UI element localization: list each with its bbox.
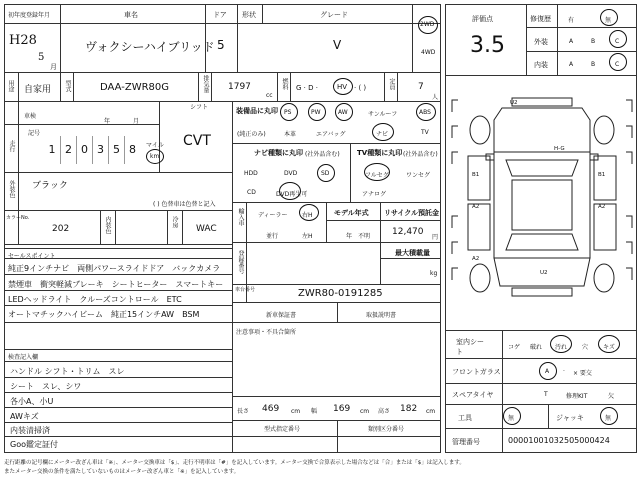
odometer-digit: 3 [92,136,108,164]
seat-dirt: 汚れ [555,344,568,351]
warranty-label: 新車保証書 [266,312,297,319]
tag-right-a2: A2 [598,204,606,210]
reg-number-label: 登録番号 [237,250,244,274]
glass-x: × 要交 [573,370,592,377]
notes-label: 注意事項・不具合箇所 [236,329,297,336]
capacity-unit: 人 [432,94,439,101]
footer-line-1: 走行距離の記号欄にメーター改ざん車は「※」、メーター交換車は「$」、走行不明車は「#」を記入しています。メーター交換で合算表示した場合などは「合」または「$」は記入します。 [4,460,465,466]
width-cm: cm [360,408,370,415]
doors-label: ドア [213,11,227,19]
car-name-value: ヴォクシーハイブリッド [85,40,215,54]
inspector-line-6: Goo鑑定証付 [10,440,58,449]
score-label: 評価点 [472,15,493,23]
use-value: 自家用 [24,85,52,95]
int-c: C [615,61,620,68]
seat-tear: 破れ [530,344,543,351]
interior-grade-label: 内装 [534,61,548,69]
length-label: 長さ [237,408,250,415]
seat-burn: コゲ [508,344,521,351]
tv-analog: アナログ [362,191,387,198]
equip-ps: PS [284,109,292,116]
grade-label: グレード [320,11,348,19]
exterior-grade-label: 外装 [534,38,548,46]
equip-aw: AW [338,109,348,116]
navi-cd: CD [247,189,256,196]
ext-a: A [569,38,574,45]
month-value: 5 [38,52,45,63]
color-note: ( ) 色替車は色替と記入 [153,201,216,208]
tv-fullseg: フルセグ [365,172,389,179]
inspector-title: 検査記入欄 [8,354,39,361]
drive-4wd: 4WD [421,49,436,56]
navi-dvd: DVD [284,170,298,177]
height-cm: cm [426,408,436,415]
chassis-label: 車台番号 [235,287,256,293]
recycle-yen: 円 [432,234,439,241]
fuel-rest: · ( ) [354,84,367,92]
cc-unit: cc [266,92,273,99]
manual-label: 取扱説明書 [366,312,397,319]
sales-line-3: LEDヘッドライト クルーズコントロール ETC [8,295,182,304]
navi-hdd: HDD [244,170,258,177]
tv-note: (社外品含む) [403,151,438,158]
import-parallel: 並行 [266,233,279,240]
shift-label: シフト [190,104,209,111]
tag-rear-left-a2: A2 [472,256,480,262]
spare-label: スペアタイヤ [452,391,494,399]
seat-scratch: キズ [603,344,615,351]
first-reg-label: 初年度登録年月 [8,12,51,19]
memo-label: 記号 [28,130,41,137]
navi-dvd-play: DVD再生可 [276,191,308,198]
repair-none: 無 [605,17,612,24]
tag-hg: H-G [554,146,565,152]
odometer-digit: 0 [76,136,92,164]
interior-seat-label: 室内シート [456,338,484,356]
inspection-year-unit: 年 [104,118,111,125]
displacement-label: 排気量 [202,75,209,93]
odometer-digit: 1 [48,143,56,156]
shift-value: CVT [183,133,211,149]
equip-tv: TV [421,129,429,136]
run-label: 走行 [8,140,15,152]
inspector-line-5: 内装清掃済 [10,426,50,435]
interior-color-label: 内装色 [104,216,111,234]
use-label: 用途 [7,80,14,92]
glass-dot: · [563,368,565,375]
width-value: 169 [333,404,351,414]
jack-none: 無 [605,415,612,422]
import-right: 右H [302,212,313,219]
tv-oneseg: ワンセグ [406,172,431,179]
spare-missing: 欠 [608,393,615,400]
equipment-subtitle: (純正のみ) [237,131,266,138]
exterior-color-value: ブラック [32,181,68,191]
height-label: 高さ [378,408,391,415]
odometer-digit: 5 [108,136,124,164]
spare-t: T [544,391,548,398]
model-year-value: 年 不明 [346,233,371,240]
unit-mile: マイル [146,142,164,149]
year-value: H28 [9,33,37,48]
inspector-line-3: 各小A、小U [10,397,54,406]
inspection-month-unit: 月 [133,118,140,125]
tag-left-b1: B1 [472,172,480,178]
repair-yes: 有 [568,17,575,24]
odometer-digits [44,136,140,164]
footer-line-2: またメーター交換の条件を満たしていないものはメーター改ざん車と「※」を記入しています。 [4,469,240,475]
model-year-label: モデル年式 [334,209,369,217]
tag-rear-u2: U2 [540,270,548,276]
equip-airbag: エアバッグ [316,131,346,138]
type-value: DAA-ZWR80G [100,82,170,93]
navi-sd: SD [321,170,330,177]
aircon-label: 冷房 [171,216,178,228]
unit-km: km [150,153,160,160]
tools-none: 無 [508,415,515,422]
doors-value: 5 [217,38,225,52]
recycle-label: リサイクル預託金 [384,209,440,217]
odometer-digit: 2 [60,136,76,164]
tools-label: 工具 [458,414,472,422]
sales-line-2: 禁煙車 衝突軽減ブレーキ シートヒーター スマートキー [8,280,224,289]
tag-front-u2: U2 [510,100,518,106]
fuel-label: 燃料 [281,78,288,90]
mgmt-label: 管理番号 [452,438,480,446]
equip-abs: ABS [419,109,431,116]
inspector-line-1: ハンドル シフト・トリム スレ [10,367,125,376]
capacity-label: 定員 [388,78,395,90]
spare-kit: 修理KIT [566,393,588,400]
sales-line-4: オートマチックハイビーム 純正15インチAW BSM [8,310,200,319]
type-label: 型式 [64,80,71,92]
tv-title: TV種類に丸印 [357,149,403,157]
displacement-value: 1797 [228,82,251,92]
inspection-label: 車検 [24,113,37,120]
navi-title: ナビ種類に丸印 [254,149,303,157]
equip-navi: ナビ [376,131,389,138]
seat-hole: 穴 [582,344,589,351]
car-name-label: 車名 [124,11,138,19]
max-load-label: 最大積載量 [395,249,430,257]
capacity-value: 7 [418,82,424,92]
tag-left-a2: A2 [472,204,480,210]
glass-a: A [545,368,550,375]
height-value: 182 [400,404,418,414]
exterior-color-label: 外装色 [8,180,15,198]
sales-points-title: セールスポイント [8,253,56,260]
width-label: 幅 [311,408,318,415]
int-a: A [569,61,574,68]
inspector-line-4: AWキズ [10,412,39,421]
sales-line-1: 純正9インチナビ 両側パワースライドドア バックカメラ [8,264,221,273]
inspector-line-2: シート スレ、シワ [10,382,82,391]
int-b: B [591,61,596,68]
import-dealer: ディーラー [258,212,288,219]
damage-diagram [450,90,634,320]
color-no-value: 202 [52,224,70,234]
equip-sunroof: サンルーフ [368,111,398,118]
odometer-digit: 8 [124,136,140,164]
fuel-options: G · D · [296,84,318,92]
chassis-value: ZWR80-0191285 [298,288,383,299]
repair-label: 修復歴 [530,15,551,23]
import-label: 輸入車 [237,208,244,226]
aircon-value: WAC [196,224,217,234]
equip-leather: 本革 [284,131,297,138]
shape-label: 形状 [242,11,256,19]
fuel-hv: HV [337,83,348,91]
equip-pw: PW [311,109,321,116]
class-label: 類別区分番号 [368,426,405,433]
import-left: 左H [302,233,313,240]
grade-value: V [333,38,342,52]
front-glass-label: フロントガラス [452,368,501,376]
model-cert-label: 型式指定番号 [264,426,301,433]
color-no-label: カラーNo. [6,215,30,221]
tag-right-b1: B1 [598,172,606,178]
equipment-title: 装備品に丸印 [236,107,278,115]
ext-b: B [591,38,596,45]
max-load-kg: kg [430,270,438,277]
ext-c: C [615,38,620,45]
recycle-value: 12,470 [392,227,424,237]
month-unit: 月 [50,63,57,71]
score-value: 3.5 [470,33,505,58]
navi-note: (社外品含む) [305,151,340,158]
drive-2wd: 2WD [420,21,435,28]
length-value: 469 [262,404,280,414]
length-cm: cm [291,408,301,415]
mgmt-value: 00001001032505000424 [508,436,610,445]
jack-label: ジャッキ [556,414,584,422]
